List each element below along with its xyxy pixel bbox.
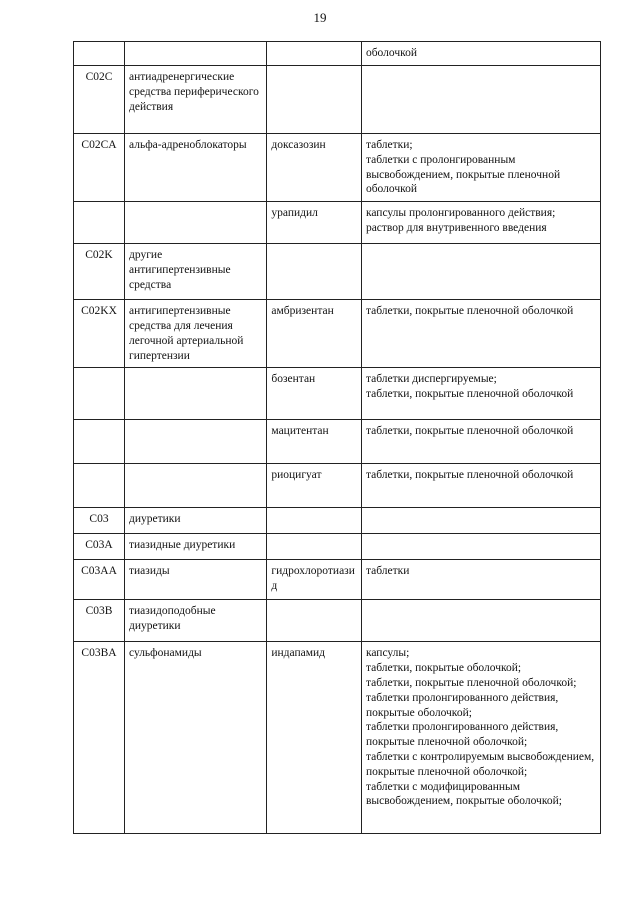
- dosage-form-line: таблетки пролонгированного действия, покрытые пленочной оболочкой;: [365, 721, 559, 749]
- dosage-form-line: таблетки пролонгированного действия, покрытые оболочкой;: [365, 691, 559, 719]
- table-row: [74, 600, 601, 642]
- dosage-form-line: таблетки диспергируемые;: [365, 373, 497, 386]
- table-row: [74, 202, 601, 244]
- group-cell: диуретики: [125, 508, 267, 534]
- drug-table: [73, 41, 601, 834]
- dosage-form-line: таблетки, покрытые пленочной оболочкой: [365, 388, 574, 401]
- dosage-form-line: таблетки с пролонгированным высвобождением, покрытые пленочной оболочкой: [365, 153, 561, 196]
- dosage-form-line: таблетки с модифицированным высвобождением, покрытые оболочкой;: [365, 780, 562, 808]
- substance-cell: [267, 66, 362, 134]
- dosage-form-line: таблетки, покрытые пленочной оболочкой: [365, 305, 574, 318]
- substance-cell: мацитентан: [267, 420, 362, 464]
- table-row: [74, 464, 601, 508]
- table-row: [74, 642, 601, 834]
- group-cell: [125, 368, 267, 420]
- dosage-form-line: таблетки, покрытые пленочной оболочкой: [365, 469, 574, 482]
- table-body: [74, 42, 601, 834]
- page-number: 19: [313, 10, 327, 25]
- substance-cell: [267, 534, 362, 560]
- atc-code-cell: C02C: [74, 66, 125, 134]
- table-row: [74, 300, 601, 368]
- table-row: [74, 560, 601, 600]
- atc-code-cell: C02K: [74, 244, 125, 300]
- dosage-forms-cell: [361, 420, 600, 464]
- substance-cell: [267, 244, 362, 300]
- dosage-form-line: таблетки с контролируемым высвобождением, покрытые пленочной оболочкой;: [365, 750, 595, 778]
- dosage-form-line: раствор для внутривенного введения: [365, 221, 547, 234]
- dosage-form-line: оболочкой: [365, 47, 418, 59]
- dosage-forms-cell: [361, 534, 600, 560]
- atc-code-cell: C03A: [74, 534, 125, 560]
- dosage-form-line: таблетки: [365, 565, 410, 578]
- atc-code-cell: C03AA: [74, 560, 125, 600]
- atc-code-cell: C03: [74, 508, 125, 534]
- table-row: [74, 534, 601, 560]
- dosage-forms-cell: [361, 202, 600, 244]
- atc-code-cell: [74, 420, 125, 464]
- dosage-forms-cell: [361, 66, 600, 134]
- atc-code-cell: C02CA: [74, 134, 125, 202]
- group-cell: [125, 202, 267, 244]
- substance-cell: бозентан: [267, 368, 362, 420]
- table-row: [74, 368, 601, 420]
- atc-code-cell: C03B: [74, 600, 125, 642]
- substance-cell: риоцигуат: [267, 464, 362, 508]
- dosage-forms-cell: [361, 134, 600, 202]
- table-row: [74, 134, 601, 202]
- table-row: [74, 508, 601, 534]
- dosage-form-line: капсулы пролонгированного действия;: [365, 207, 556, 220]
- group-cell: альфа-адреноблокаторы: [125, 134, 267, 202]
- dosage-form-line: таблетки;: [365, 139, 413, 151]
- table-row: [74, 244, 601, 300]
- atc-code-cell: [74, 368, 125, 420]
- atc-code-cell: C03BA: [74, 642, 125, 834]
- group-cell: другие антигипертензивные средства: [125, 244, 267, 300]
- dosage-forms-cell: [361, 600, 600, 642]
- dosage-forms-cell: [361, 368, 600, 420]
- table-row: [74, 420, 601, 464]
- dosage-forms-cell: [361, 642, 600, 834]
- table-row: [74, 66, 601, 134]
- substance-cell: гидрохлоротиазид: [267, 560, 362, 600]
- group-cell: тиазиды: [125, 560, 267, 600]
- dosage-forms-cell: [361, 300, 600, 368]
- dosage-form-line: таблетки, покрытые оболочкой;: [365, 662, 522, 675]
- dosage-form-line: таблетки, покрытые пленочной оболочкой: [365, 425, 574, 438]
- dosage-forms-cell: [361, 508, 600, 534]
- substance-cell: [267, 600, 362, 642]
- atc-code-cell: [74, 42, 125, 66]
- atc-code-cell: [74, 464, 125, 508]
- group-cell: [125, 420, 267, 464]
- dosage-forms-cell: [361, 560, 600, 600]
- atc-code-cell: [74, 202, 125, 244]
- group-cell: антиадренергические средства периферического действия: [125, 66, 267, 134]
- atc-code-cell: C02KX: [74, 300, 125, 368]
- table-row: [74, 42, 601, 66]
- group-cell: [125, 42, 267, 66]
- substance-cell: [267, 508, 362, 534]
- dosage-forms-cell: [361, 42, 600, 66]
- substance-cell: урапидил: [267, 202, 362, 244]
- dosage-form-line: капсулы;: [365, 647, 410, 660]
- group-cell: тиазидоподобные диуретики: [125, 600, 267, 642]
- substance-cell: доксазозин: [267, 134, 362, 202]
- dosage-forms-cell: [361, 464, 600, 508]
- group-cell: антигипертензивные средства для лечения легочной артериальной гипертензии: [125, 300, 267, 368]
- dosage-form-line: таблетки, покрытые пленочной оболочкой;: [365, 676, 577, 689]
- group-cell: [125, 464, 267, 508]
- dosage-forms-cell: [361, 244, 600, 300]
- group-cell: сульфонамиды: [125, 642, 267, 834]
- substance-cell: амбризентан: [267, 300, 362, 368]
- substance-cell: индапамид: [267, 642, 362, 834]
- substance-cell: [267, 42, 362, 66]
- group-cell: тиазидные диуретики: [125, 534, 267, 560]
